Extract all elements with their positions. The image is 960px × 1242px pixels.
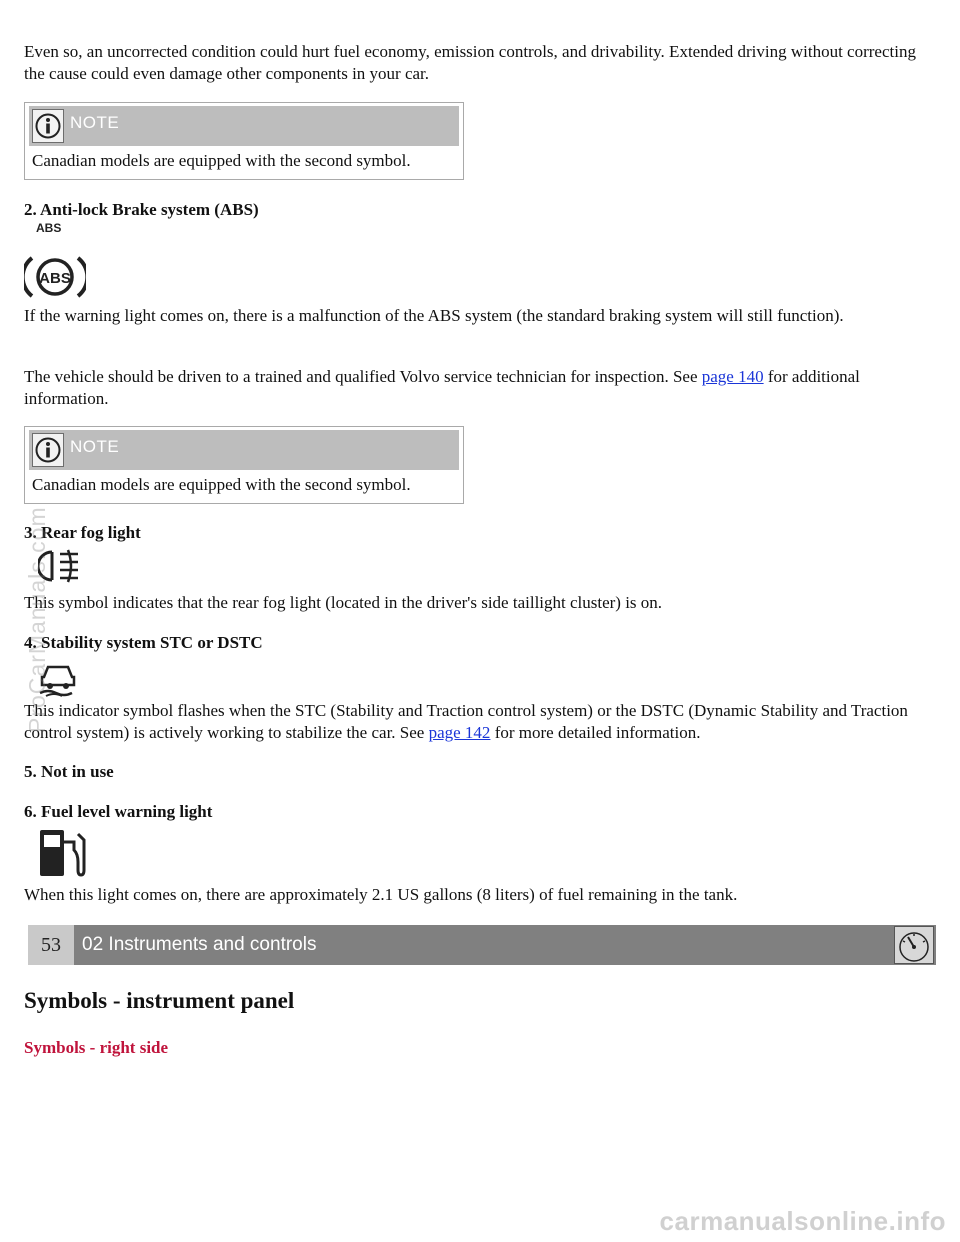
note-box xyxy=(24,426,464,504)
abs-paragraph-2: The vehicle should be driven to a trained and qualified Volvo service technician for inspection. See page 140 for additional information. xyxy=(24,367,860,408)
fuel-heading: 6. Fuel level warning light xyxy=(24,802,213,821)
fuel-pump-icon xyxy=(38,828,88,886)
note-title: NOTE xyxy=(70,113,120,132)
subsection-title: Symbols - right side xyxy=(24,1038,169,1057)
page-140-link[interactable]: page 140 xyxy=(701,367,764,386)
abs-symbol-label: ABS xyxy=(36,221,62,235)
rear-fog-heading: 3. Rear fog light xyxy=(24,523,141,542)
page-142-link[interactable]: page 142 xyxy=(428,723,491,742)
note-body: Canadian models are equipped with the second symbol. xyxy=(32,475,411,494)
note-header-bar xyxy=(29,430,459,470)
abs-warning-icon xyxy=(24,252,86,308)
stability-text: This indicator symbol flashes when the STC (Stability and Traction control system) or the DSTC (Dynamic Stability and Traction control system) is actively working to stabilize the car. See page 142 for more detailed information. xyxy=(24,701,908,742)
intro-paragraph: Even so, an uncorrected condition could hurt fuel economy, emission controls, and drivability. Extended driving without correcting the cause could even damage other components in your car. xyxy=(24,42,916,83)
side-watermark: ProCarManuals.com xyxy=(24,506,50,734)
rear-fog-text: This symbol indicates that the rear fog light (located in the driver's side taillight cluster) is on. xyxy=(24,593,663,612)
note-header-bar xyxy=(29,106,459,146)
abs-heading: 2. Anti-lock Brake system (ABS) xyxy=(24,200,259,219)
section-title: Symbols - instrument panel xyxy=(24,988,295,1013)
page-number: 53 xyxy=(28,925,74,965)
note-body: Canadian models are equipped with the second symbol. xyxy=(32,151,411,170)
page-footer-bar xyxy=(28,925,936,965)
note-title: NOTE xyxy=(70,437,120,456)
svg-text:ABS: ABS xyxy=(39,270,71,287)
note-box xyxy=(24,102,464,180)
stability-heading: 4. Stability system STC or DSTC xyxy=(24,633,263,652)
fuel-text: When this light comes on, there are approximately 2.1 US gallons (8 liters) of fuel remaining in the tank. xyxy=(24,885,738,904)
speedometer-gauge-icon xyxy=(894,926,934,964)
not-in-use-heading: 5. Not in use xyxy=(24,762,114,781)
abs-paragraph-1: If the warning light comes on, there is a malfunction of the ABS system (the standard braking system will still function). xyxy=(24,306,844,325)
chapter-title: 02 Instruments and controls xyxy=(82,934,317,955)
info-icon xyxy=(32,433,64,467)
info-icon xyxy=(32,109,64,143)
site-watermark: carmanualsonline.info xyxy=(659,1206,946,1236)
